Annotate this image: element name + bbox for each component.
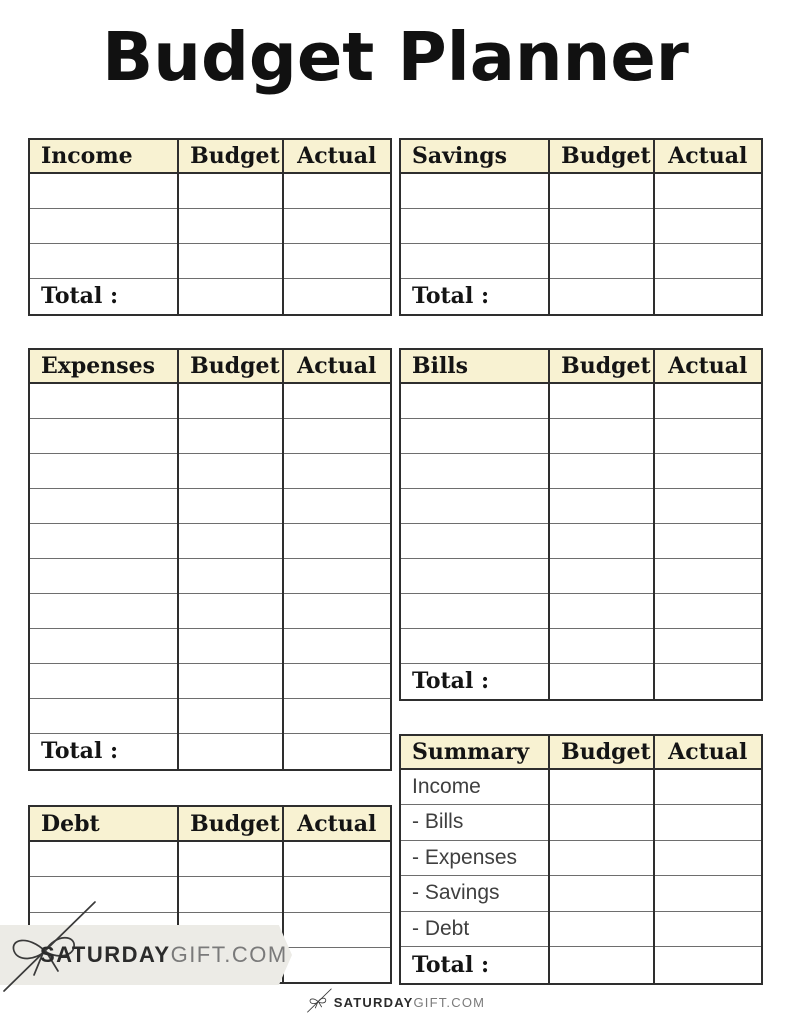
empty-cell	[29, 418, 178, 453]
empty-cell	[549, 558, 653, 593]
empty-cell	[549, 243, 653, 278]
expenses-table	[28, 348, 392, 771]
empty-cell	[283, 208, 391, 243]
total-row	[400, 947, 762, 984]
empty-cell	[178, 418, 282, 453]
actual-column-header: Actual	[283, 349, 391, 383]
table-row	[400, 876, 762, 912]
table-row	[29, 593, 391, 628]
empty-cell	[178, 733, 282, 770]
empty-cell	[400, 628, 549, 663]
table-row	[29, 628, 391, 663]
empty-cell	[283, 698, 391, 733]
empty-cell	[29, 698, 178, 733]
table-row	[29, 558, 391, 593]
empty-cell	[549, 488, 653, 523]
empty-cell	[178, 663, 282, 698]
empty-cell	[654, 488, 762, 523]
table-row	[400, 628, 762, 663]
table-row	[400, 453, 762, 488]
table-row	[29, 418, 391, 453]
total-row	[29, 278, 391, 315]
empty-cell	[283, 912, 391, 948]
empty-cell	[283, 278, 391, 315]
empty-cell	[283, 663, 391, 698]
table-title: Expenses	[29, 349, 178, 383]
empty-cell	[178, 877, 282, 913]
table-row	[400, 243, 762, 278]
empty-cell	[549, 805, 653, 841]
empty-cell	[549, 453, 653, 488]
total-label: Total :	[29, 278, 178, 315]
empty-cell	[654, 593, 762, 628]
total-label: Total :	[29, 733, 178, 770]
empty-cell	[178, 698, 282, 733]
header-row	[400, 139, 762, 173]
table-row	[29, 453, 391, 488]
empty-cell	[178, 558, 282, 593]
empty-cell	[549, 911, 653, 947]
summary-table	[399, 734, 763, 985]
empty-cell	[549, 278, 653, 315]
total-label: Total :	[400, 663, 549, 700]
empty-cell	[178, 523, 282, 558]
table-row	[29, 841, 391, 877]
empty-cell	[549, 208, 653, 243]
actual-column-header: Actual	[654, 139, 762, 173]
savings-table	[399, 138, 763, 316]
table-title: Bills	[400, 349, 549, 383]
empty-cell	[400, 173, 549, 208]
budget-column-header: Budget	[178, 806, 282, 841]
empty-cell	[400, 523, 549, 558]
empty-cell	[29, 628, 178, 663]
table-row	[29, 663, 391, 698]
empty-cell	[400, 558, 549, 593]
empty-cell	[178, 278, 282, 315]
header-row	[29, 349, 391, 383]
table-title: Summary	[400, 735, 549, 769]
empty-cell	[654, 805, 762, 841]
empty-cell	[178, 173, 282, 208]
empty-cell	[549, 173, 653, 208]
empty-cell	[654, 769, 762, 805]
empty-cell	[29, 453, 178, 488]
watermark-brand-text	[40, 925, 288, 985]
table-row	[400, 805, 762, 841]
income-table	[28, 138, 392, 316]
table-row	[400, 173, 762, 208]
empty-cell	[654, 663, 762, 700]
empty-cell	[654, 558, 762, 593]
empty-cell	[29, 173, 178, 208]
summary-row-label: - Expenses	[400, 840, 549, 876]
empty-cell	[29, 663, 178, 698]
empty-cell	[283, 628, 391, 663]
empty-cell	[654, 876, 762, 912]
empty-cell	[549, 663, 653, 700]
empty-cell	[654, 208, 762, 243]
empty-cell	[29, 523, 178, 558]
actual-column-header: Actual	[654, 735, 762, 769]
empty-cell	[400, 208, 549, 243]
empty-cell	[29, 593, 178, 628]
empty-cell	[283, 558, 391, 593]
empty-cell	[549, 593, 653, 628]
empty-cell	[178, 383, 282, 418]
table-row	[29, 523, 391, 558]
table-row	[400, 208, 762, 243]
empty-cell	[654, 173, 762, 208]
empty-cell	[654, 628, 762, 663]
brand-name-light: GIFT.COM	[170, 942, 288, 967]
empty-cell	[654, 947, 762, 984]
budget-column-header: Budget	[549, 735, 653, 769]
empty-cell	[29, 383, 178, 418]
total-row	[400, 278, 762, 315]
bills-table	[399, 348, 763, 701]
budget-column-header: Budget	[178, 139, 282, 173]
brand-name-bold: SATURDAY	[333, 995, 414, 1010]
empty-cell	[400, 488, 549, 523]
empty-cell	[29, 488, 178, 523]
empty-cell	[654, 453, 762, 488]
empty-cell	[654, 243, 762, 278]
empty-cell	[178, 488, 282, 523]
table-row	[29, 698, 391, 733]
table-row	[29, 173, 391, 208]
empty-cell	[654, 840, 762, 876]
empty-cell	[283, 418, 391, 453]
empty-cell	[654, 911, 762, 947]
table-row	[29, 383, 391, 418]
table-row	[29, 488, 391, 523]
empty-cell	[283, 453, 391, 488]
page-title: Budget Planner	[102, 18, 689, 96]
actual-column-header: Actual	[654, 349, 762, 383]
total-row	[29, 733, 391, 770]
header-row	[400, 735, 762, 769]
empty-cell	[29, 841, 178, 877]
budget-column-header: Budget	[178, 349, 282, 383]
total-label: Total :	[400, 278, 549, 315]
empty-cell	[400, 453, 549, 488]
table-row	[29, 243, 391, 278]
empty-cell	[178, 628, 282, 663]
table-title: Debt	[29, 806, 178, 841]
empty-cell	[549, 383, 653, 418]
footer-brand-text	[334, 995, 485, 1010]
empty-cell	[283, 383, 391, 418]
empty-cell	[549, 418, 653, 453]
empty-cell	[29, 208, 178, 243]
table-row	[400, 418, 762, 453]
empty-cell	[283, 948, 391, 984]
empty-cell	[178, 841, 282, 877]
budget-column-header: Budget	[549, 139, 653, 173]
empty-cell	[283, 523, 391, 558]
empty-cell	[549, 840, 653, 876]
empty-cell	[29, 243, 178, 278]
empty-cell	[654, 278, 762, 315]
empty-cell	[283, 733, 391, 770]
empty-cell	[283, 173, 391, 208]
summary-row-label: - Bills	[400, 805, 549, 841]
table-row	[400, 593, 762, 628]
summary-row-label: Income	[400, 769, 549, 805]
empty-cell	[549, 876, 653, 912]
empty-cell	[178, 208, 282, 243]
empty-cell	[178, 593, 282, 628]
budget-column-header: Budget	[549, 349, 653, 383]
empty-cell	[283, 488, 391, 523]
empty-cell	[283, 243, 391, 278]
brand-name-light: GIFT.COM	[413, 995, 486, 1010]
table-row	[400, 558, 762, 593]
summary-row-label: - Savings	[400, 876, 549, 912]
brand-name-bold: SATURDAY	[40, 942, 171, 967]
total-row	[400, 663, 762, 700]
watermark-banner	[0, 925, 292, 985]
empty-cell	[549, 947, 653, 984]
empty-cell	[400, 383, 549, 418]
table-title: Savings	[400, 139, 549, 173]
table-row	[400, 911, 762, 947]
table-row	[29, 208, 391, 243]
actual-column-header: Actual	[283, 806, 391, 841]
table-row	[400, 769, 762, 805]
empty-cell	[400, 243, 549, 278]
actual-column-header: Actual	[283, 139, 391, 173]
empty-cell	[283, 877, 391, 913]
empty-cell	[549, 523, 653, 558]
empty-cell	[283, 593, 391, 628]
header-row	[29, 139, 391, 173]
empty-cell	[178, 453, 282, 488]
header-row	[400, 349, 762, 383]
empty-cell	[654, 523, 762, 558]
empty-cell	[549, 769, 653, 805]
empty-cell	[549, 628, 653, 663]
empty-cell	[400, 418, 549, 453]
summary-row-label: - Debt	[400, 911, 549, 947]
empty-cell	[654, 383, 762, 418]
empty-cell	[178, 243, 282, 278]
total-label: Total :	[400, 947, 549, 984]
gift-bow-icon	[306, 988, 332, 1013]
empty-cell	[400, 593, 549, 628]
table-row	[400, 523, 762, 558]
empty-cell	[283, 841, 391, 877]
empty-cell	[29, 558, 178, 593]
header-row	[29, 806, 391, 841]
table-row	[400, 383, 762, 418]
table-row	[400, 488, 762, 523]
table-title: Income	[29, 139, 178, 173]
empty-cell	[654, 418, 762, 453]
footer-logo	[0, 992, 791, 1013]
table-row	[400, 840, 762, 876]
